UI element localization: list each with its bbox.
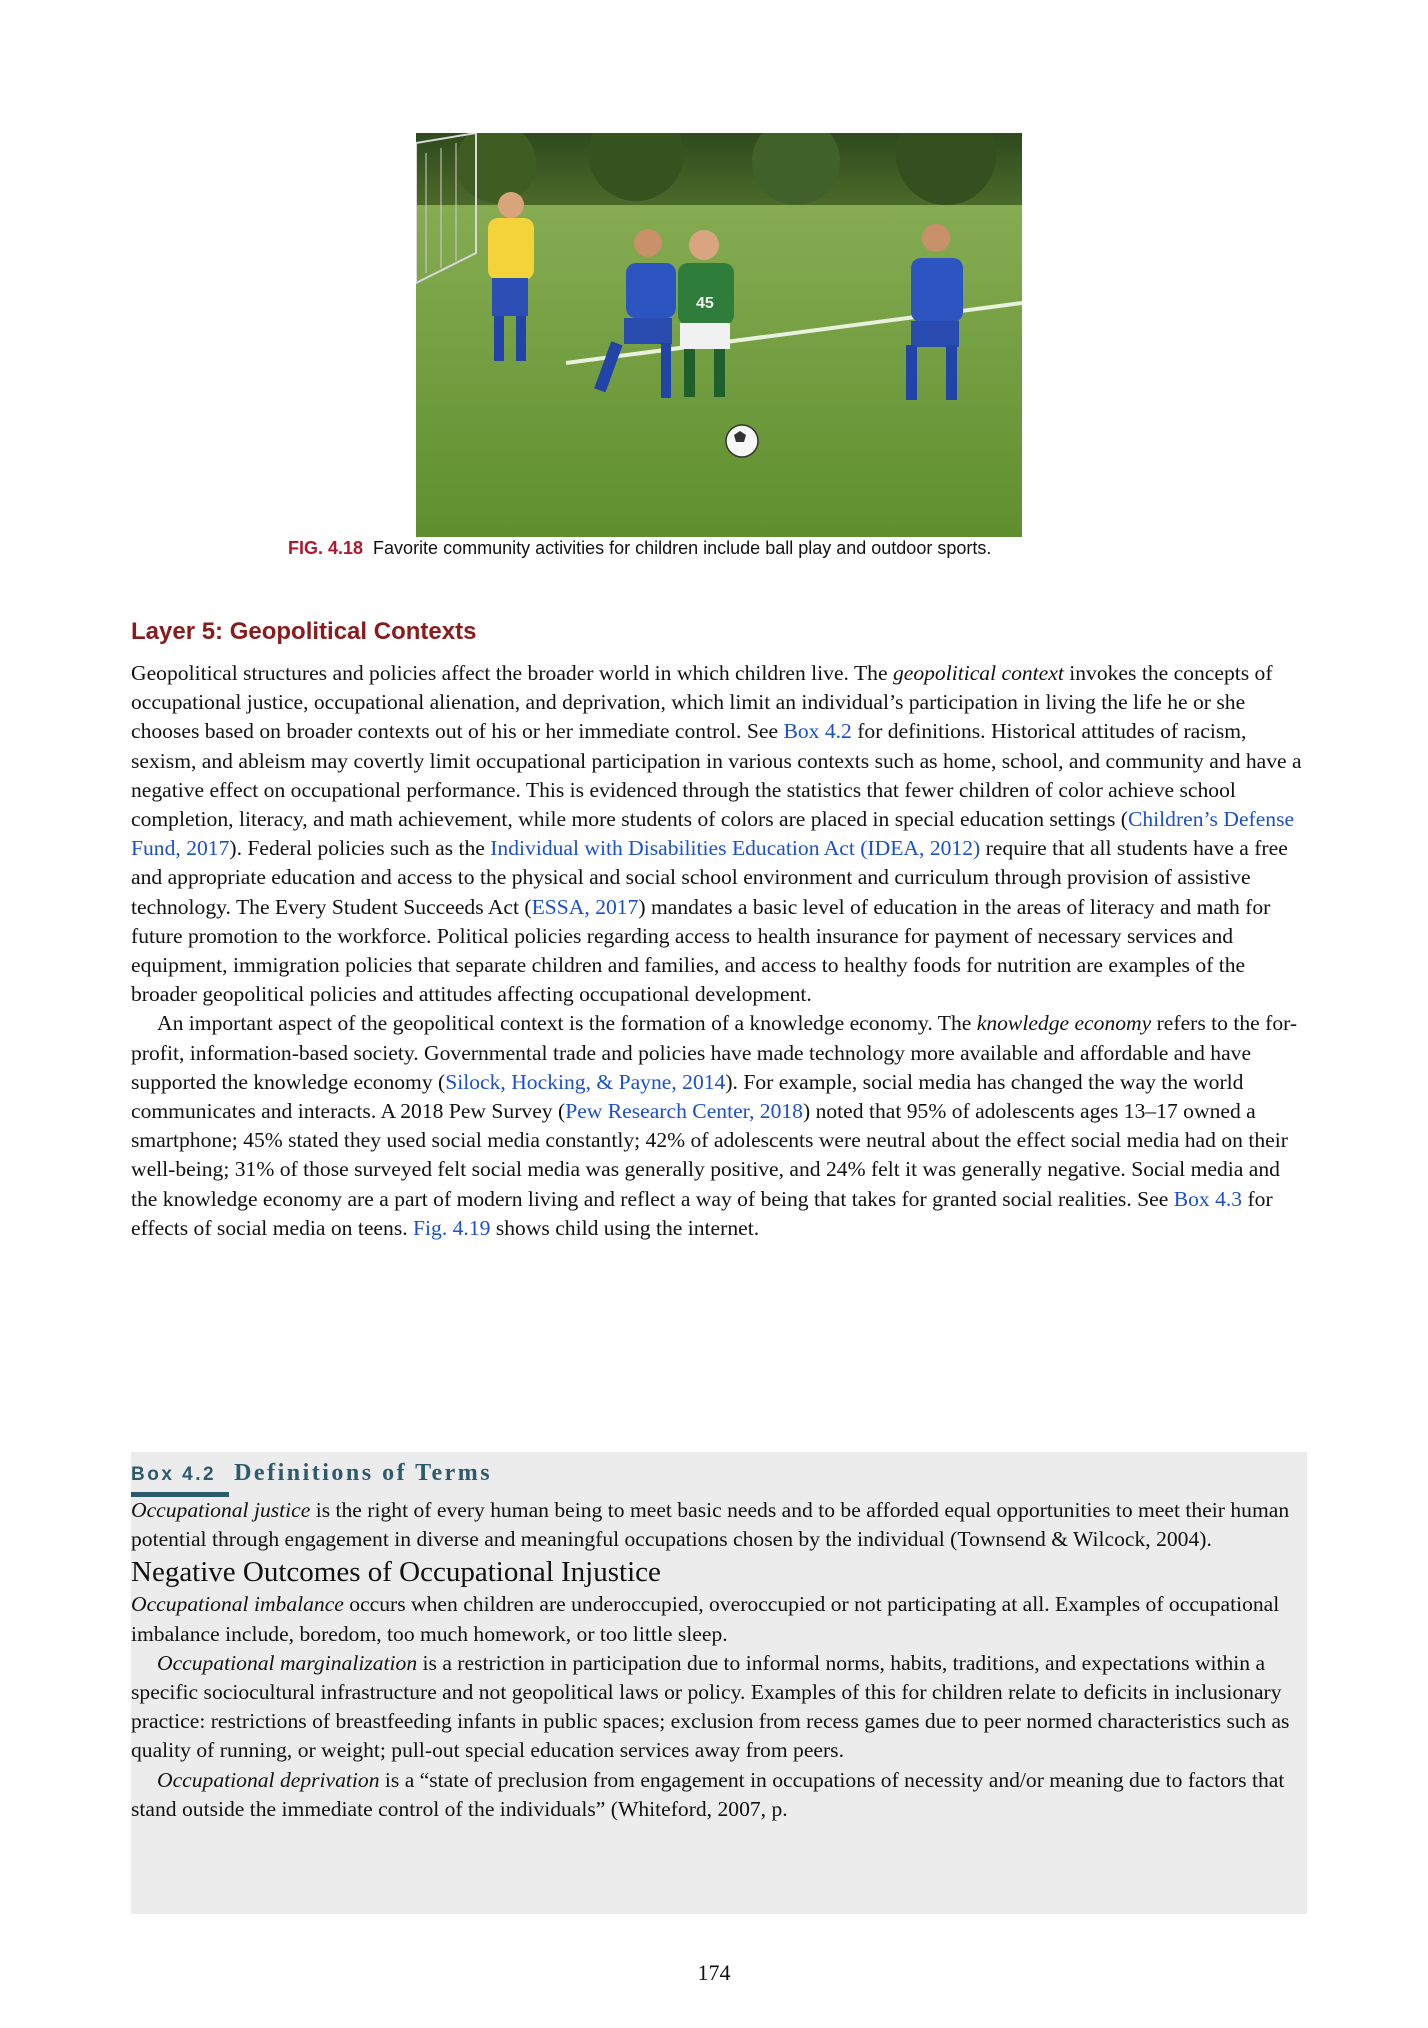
section-heading: Layer 5: Geopolitical Contexts [131,618,477,645]
figure-caption-text: Favorite community activities for children include ball play and outdoor sports. [373,538,992,558]
section-body [131,659,1311,1243]
text-run: An important aspect of the geopolitical context is the formation of a knowledge economy. The [157,1011,977,1036]
italic-term: Occupational deprivation [157,1767,380,1792]
reference-link[interactable]: Individual with Disabilities Education Act (IDEA, 2012) [490,836,981,861]
svg-text:45: 45 [696,295,714,312]
reference-link[interactable]: ESSA, 2017 [531,894,639,919]
page-number: 174 [697,1960,731,1985]
box-body [131,1496,1301,1824]
italic-term: geopolitical context [892,661,1064,685]
reference-link[interactable]: Pew Research Center, 2018 [565,1099,803,1124]
reference-link[interactable]: Box 4.2 [783,719,852,744]
paragraph [131,1009,1311,1243]
text-run: occurs when children are underoccupied, overoccupied or not participating at all. Examples of occupational imbalance include, boredom, too much homework, or too little sleep. [131,1592,1280,1646]
text-run: for definitions. Historical attitudes of racism, sexism, and ableism may covertly limit occupational participation in various contexts such as home, school, and community and have a negative effect on occupational performance. This is evidenced through the statistics that fewer children of color achieve school completion, literacy, and math achievement, while more students of colors are placed in special education settings ( [131,719,1302,832]
figure-caption [288,538,1188,559]
text-run: is a restriction in participation due to informal norms, habits, traditions, and expectations within a specific sociocultural infrastructure and not geopolitical laws or policy. Examples of this for children relate to deficits in inclusionary practice: restrictions of breastfeeding infants in public spaces; exclusion from recess games due to peer normed characteristics such as quality of running, or weight; pull-out special education services away from peers. [131,1650,1290,1763]
italic-term: Occupational justice [131,1498,311,1522]
text-run: refers to the for-profit, information-based society. Governmental trade and policies have made technology more available and affordable and have supported the knowledge economy ( [131,1011,1298,1094]
text-run: is a “state of preclusion from engagement in occupations of necessity and/or meaning due to factors that stand outside the immediate control of the individuals” (Whiteford, 2007, p. [131,1767,1285,1821]
italic-term: Occupational imbalance [131,1592,344,1617]
text-run: Geopolitical structures and policies affect the broader world in which children live. The [131,661,893,685]
definition-paragraph [131,1766,1301,1824]
definition-paragraph [131,1496,1301,1554]
text-run: ). Federal policies such as the [229,836,491,861]
text-run: shows child using the internet. [490,1215,760,1240]
text-run: ) noted that 95% of adolescents ages 13–17 owned a smartphone; 45% stated they used social media constantly; 42% of adolescents were neutral about the effect social media had on their well-being; 31% of those surveyed felt social media was generally positive, and 24% felt it was generally negative. Social media and the knowledge economy are a part of modern living and reflect a way of being that takes for granted social realities. See [131,1099,1288,1211]
definition-paragraph [131,1649,1301,1766]
text-run: ) mandates a basic level of education in the areas of literacy and math for future promotion to the workforce. Political policies regarding access to health insurance for payment of necessary services and equipment, immigration policies that separate children and families, and access to healthy foods for nutrition are examples of the broader geopolitical policies and attitudes affecting occupational development. [131,894,1271,1007]
figure-label: FIG. 4.18 [288,538,364,558]
reference-link[interactable]: Silock, Hocking, & Payne, 2014 [445,1069,726,1094]
definition-paragraph [131,1590,1301,1648]
definitions-box [131,1452,1307,1914]
box-title [131,1460,492,1487]
text-run: require that all students have a free and appropriate education and access to the physical and social school environment and curriculum through provision of assistive technology. The Every Student Succeeds Act ( [131,836,1288,919]
text-run: for effects of social media on teens. [131,1186,1273,1240]
reference-link[interactable]: Fig. 4.19 [413,1215,491,1240]
box-name: Definitions of Terms [234,1460,493,1486]
text-run: is the right of every human being to meet basic needs and to be afforded equal opportunities to meet their human potential through engagement in diverse and meaningful occupations chosen by the individual (Townsend & Wilcock, 2004). [131,1498,1290,1552]
box-subheading: Negative Outcomes of Occupational Injustice [131,1556,661,1589]
text-run: invokes the concepts of occupational justice, occupational alienation, and deprivation, which limit an individual’s participation in living the life he or she chooses based on broader contexts out of his or her immediate control. See [131,661,1273,744]
soccer-photo [416,133,1022,537]
italic-term: knowledge economy [976,1011,1152,1036]
text-run: ). For example, social media has changed the way the world communicates and interacts. A 2018 Pew Survey ( [131,1069,1244,1124]
reference-link[interactable]: Children’s Defense Fund, 2017 [131,807,1295,861]
box-label: Box 4.2 [131,1464,217,1485]
reference-link[interactable]: Box 4.3 [1173,1186,1243,1211]
paragraph [131,659,1311,1009]
italic-term: Occupational marginalization [157,1650,418,1675]
